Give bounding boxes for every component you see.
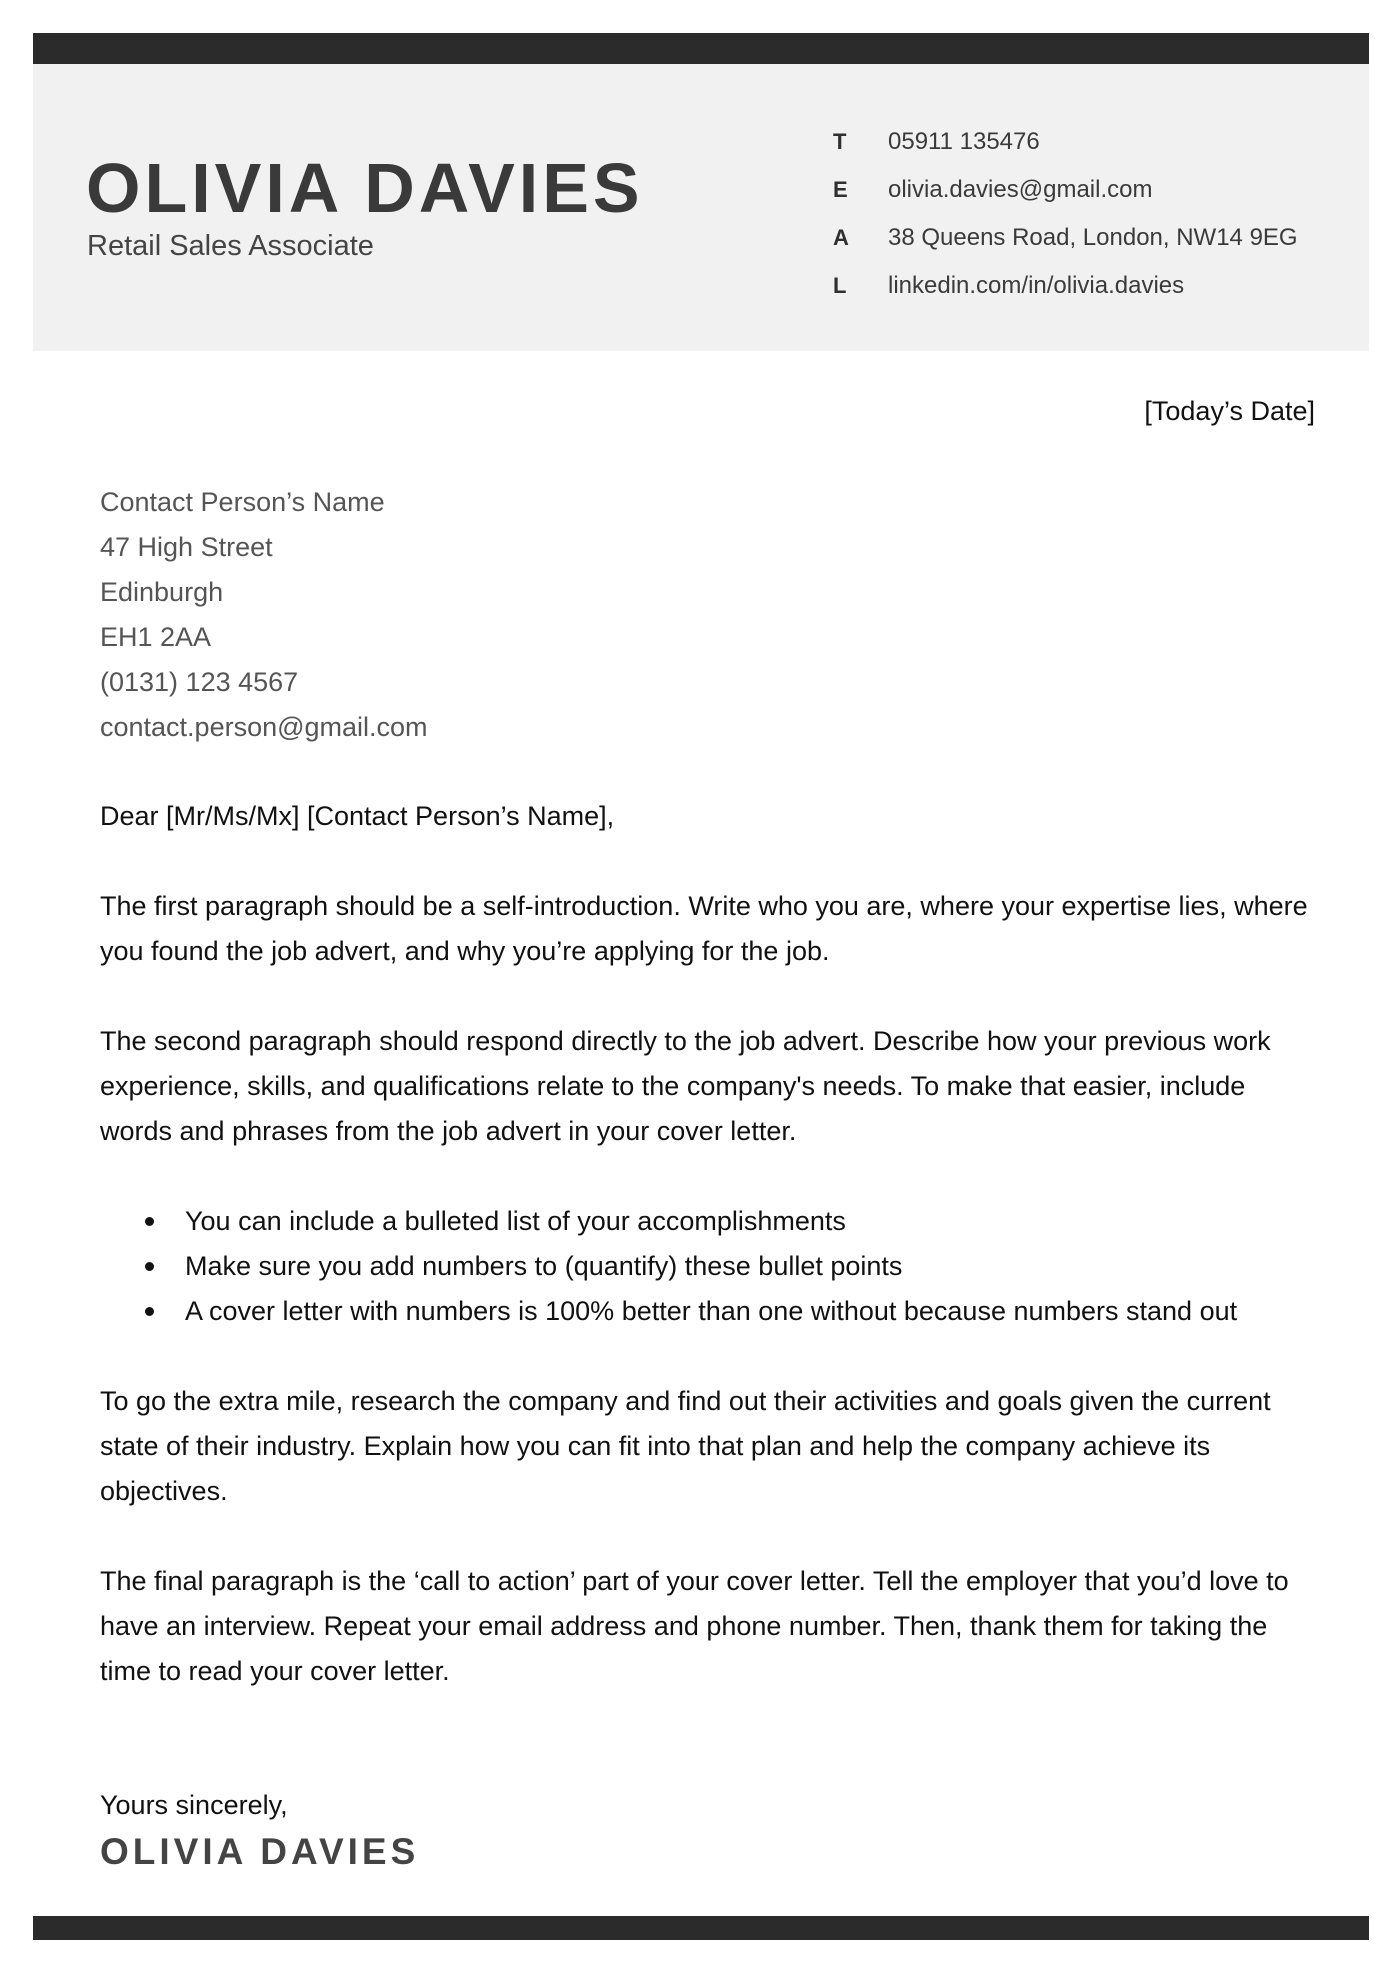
contact-row-linkedin xyxy=(823,262,1363,310)
top-border-bar xyxy=(33,33,1369,64)
bottom-border-bar xyxy=(33,1916,1369,1940)
address-value: 38 Queens Road, London, NW14 9EG xyxy=(888,224,1298,251)
salutation: Dear [Mr/Ms/Mx] [Contact Person’s Name], xyxy=(100,801,615,831)
contact-list xyxy=(823,118,1363,310)
recipient-phone: (0131) 123 4567 xyxy=(100,667,299,697)
list-item: You can include a bulleted list of your accomplishments xyxy=(185,1199,1275,1244)
recipient-email: contact.person@gmail.com xyxy=(100,712,428,742)
email-value: olivia.davies@gmail.com xyxy=(888,176,1153,203)
applicant-name: OLIVIA DAVIES xyxy=(86,149,644,227)
paragraph-introduction: The first paragraph should be a self-introduction. Write who you are, where your expertise lies, where you found the job advert, and why you’re applying for the job. xyxy=(100,891,1308,966)
linkedin-value: linkedin.com/in/olivia.davies xyxy=(888,272,1185,299)
telephone-value: 05911 135476 xyxy=(888,128,1040,155)
address-label: A xyxy=(833,225,849,250)
resume-header xyxy=(33,64,1369,351)
closing-line: Yours sincerely, xyxy=(100,1790,288,1820)
recipient-block xyxy=(100,480,428,750)
signature-name: OLIVIA DAVIES xyxy=(100,1831,420,1872)
contact-row-telephone xyxy=(823,118,1363,166)
letter-body xyxy=(100,794,1310,1739)
recipient-postcode: EH1 2AA xyxy=(100,622,212,652)
paragraph-call-to-action: The final paragraph is the ‘call to action’ part of your cover letter. Tell the employer that you’d love to have an interview. Repeat your email address and phone number. Then, thank them for taking the time to read your cover letter. xyxy=(100,1566,1289,1686)
recipient-name: Contact Person’s Name xyxy=(100,487,385,517)
letter-date: [Today’s Date] xyxy=(1144,396,1315,426)
contact-row-address xyxy=(823,214,1363,262)
accomplishment-list xyxy=(100,1199,1275,1334)
recipient-city: Edinburgh xyxy=(100,577,224,607)
linkedin-label: L xyxy=(833,273,847,298)
list-item: A cover letter with numbers is 100% better than one without because numbers stand out xyxy=(185,1289,1275,1334)
applicant-job-title: Retail Sales Associate xyxy=(87,230,374,262)
list-item: Make sure you add numbers to (quantify) these bullet points xyxy=(185,1244,1275,1289)
email-label: E xyxy=(833,177,848,202)
paragraph-research: To go the extra mile, research the company and find out their activities and goals given the current state of their industry. Explain how you can fit into that plan and help the company achieve its objectives. xyxy=(100,1386,1271,1506)
contact-row-email xyxy=(823,166,1363,214)
recipient-street: 47 High Street xyxy=(100,532,273,562)
paragraph-experience: The second paragraph should respond directly to the job advert. Describe how your previous work experience, skills, and qualifications relate to the company's needs. To make that easier, include words and phrases from the job advert in your cover letter. xyxy=(100,1026,1271,1146)
telephone-label: T xyxy=(833,129,847,154)
